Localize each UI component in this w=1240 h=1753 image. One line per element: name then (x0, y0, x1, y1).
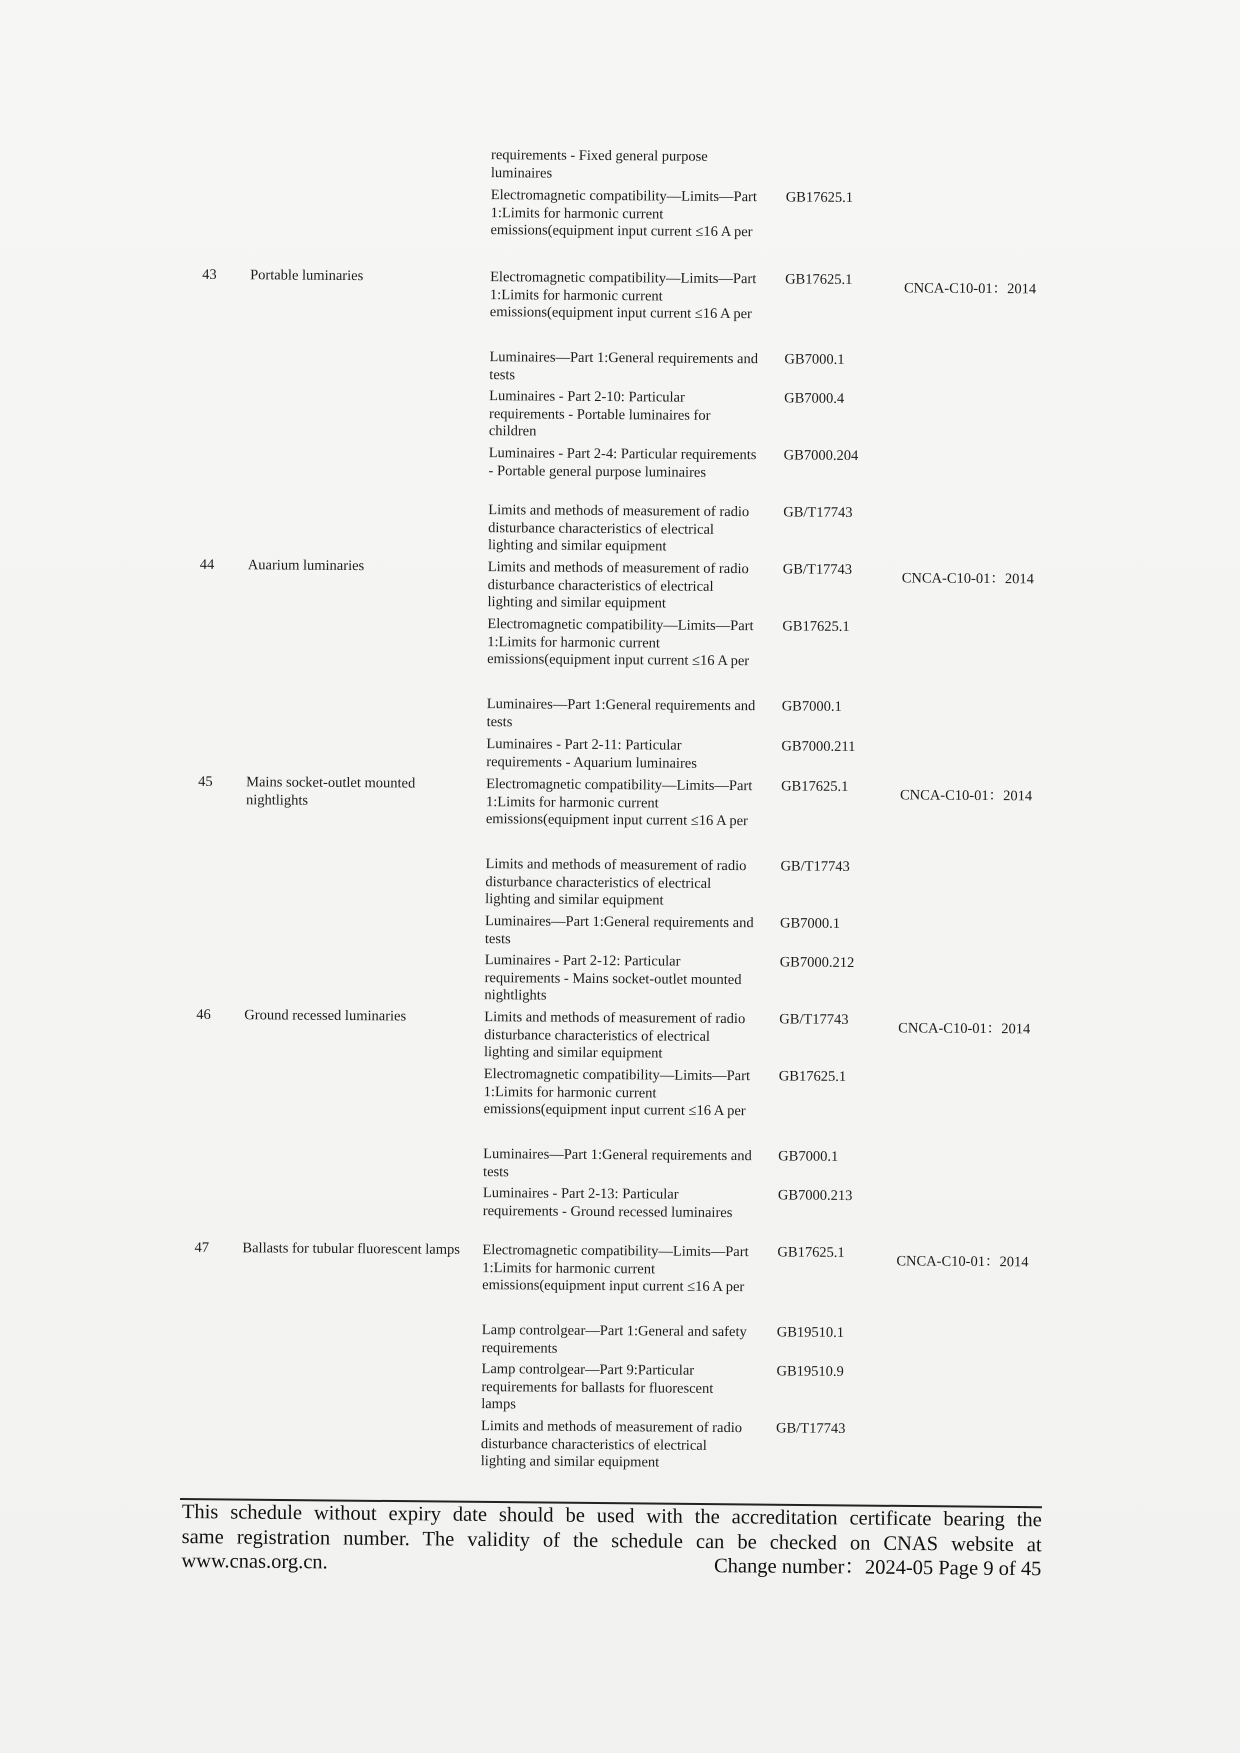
table-row (2, 498, 1240, 555)
standard-title: Luminaires—Part 1:General requirements and tests (486, 696, 756, 730)
standard-title: Electromagnetic compatibility—Limits—Part 1:Limits for harmonic current emissions(equipment input current ≤16 A per (485, 776, 753, 830)
implementation-rule: CNCA-C10-01：2014 (903, 280, 1037, 298)
product-name (246, 854, 466, 856)
implementation-rule (899, 916, 1099, 918)
standard-title: Limits and methods of measurement of radio disturbance characteristics of electrical lighting and similar equipment (480, 1418, 743, 1471)
implementation-rule: CNCA-C10-01：2014 (901, 570, 1034, 588)
footer-line-1: This schedule without expiry date should be used with the accreditation certificate bearing the (181, 1501, 1042, 1532)
implementation-rule (897, 1188, 1097, 1190)
product-name (243, 1144, 463, 1146)
standard-title: Luminaires—Part 1:General requirements and tests (483, 1146, 752, 1180)
product-name: Ballasts for tubular fluorescent lamps (242, 1240, 460, 1258)
standard-code: GB17625.1 (777, 1244, 845, 1261)
product-name (244, 1064, 464, 1066)
standard-code: GB/T17743 (782, 561, 853, 578)
standard-title: Electromagnetic compatibility—Limits—Part 1:Limits for harmonic current emissions(equipment input current ≤16 A per (483, 1066, 751, 1120)
product-name: Mains socket-outlet mounted nightlights (245, 774, 416, 809)
item-number: 46 (196, 1006, 211, 1023)
implementation-rule (896, 1325, 1096, 1327)
standard-code: GB7000.4 (784, 390, 845, 407)
standard-title: Electromagnetic compatibility—Limits—Part 1:Limits for harmonic current emissions(equipment input current ≤16 A per (489, 269, 757, 323)
product-name (251, 185, 471, 187)
product-name: Auarium luminaries (247, 557, 365, 575)
table-row (0, 1181, 1237, 1221)
table-row (0, 948, 1239, 1004)
standard-code: GB17625.1 (785, 271, 853, 288)
implementation-rule (903, 391, 1103, 393)
standard-title: requirements - Fixed general purpose luminaires (490, 147, 708, 182)
standard-title: Lamp controlgear—Part 9:Particular requirements for ballasts for fluorescent lamps (481, 1361, 714, 1413)
table-row (3, 441, 1240, 481)
schedule-footer (181, 1500, 1042, 1582)
standard-code: GB17625.1 (778, 1068, 847, 1085)
implementation-rule (896, 1364, 1096, 1366)
table-row (5, 143, 1240, 182)
standard-code: GB7000.211 (781, 738, 856, 756)
standard-code: GB7000.1 (779, 915, 841, 932)
implementation-rule: CNCA-C10-01：2014 (896, 1253, 1029, 1271)
standard-code: GB/T17743 (783, 504, 853, 521)
product-name: Ground recessed luminaries (244, 1007, 407, 1025)
implementation-rule (902, 505, 1102, 507)
implementation-rule (903, 448, 1103, 450)
standard-title: Lamp controlgear—Part 1:General and safety requirements (481, 1322, 747, 1357)
standard-title: Limits and methods of measurement of radio disturbance characteristics of electrical lighting and similar equipment (483, 1009, 746, 1062)
standard-code: GB17625.1 (785, 189, 854, 206)
table-row (0, 852, 1240, 909)
standard-code: GB/T17743 (776, 1420, 846, 1437)
standard-code: GB17625.1 (781, 778, 849, 795)
standard-title: Luminaires—Part 1:General requirements and tests (489, 349, 759, 383)
implementation-rule (905, 190, 1105, 192)
standard-code: GB7000.1 (781, 698, 842, 715)
product-name (247, 734, 467, 736)
product-name (251, 145, 471, 147)
table-row (0, 1357, 1236, 1413)
standard-code: GB17625.1 (782, 618, 850, 635)
standard-code: GB/T17743 (779, 1011, 849, 1028)
table-row (4, 265, 1240, 323)
standard-title: Luminaires—Part 1:General requirements and tests (484, 913, 754, 947)
item-number: 44 (199, 556, 215, 573)
product-name (249, 386, 469, 388)
item-number: 45 (198, 773, 213, 790)
product-name (245, 911, 465, 913)
standard-title: Luminaires - Part 2-11: Particular requirements - Aquarium luminaires (486, 736, 697, 772)
implementation-rule (900, 739, 1100, 741)
table-row (3, 384, 1240, 440)
standard-title: Limits and methods of measurement of radio disturbance characteristics of electrical lighting and similar equipment (487, 502, 750, 555)
table-row (5, 183, 1240, 241)
standard-code: GB/T17743 (780, 858, 850, 875)
change-number: Change number：2024-05 Page 9 of 45 (713, 1555, 1042, 1581)
table-row (0, 1062, 1238, 1120)
product-name (247, 694, 467, 696)
product-name (247, 614, 467, 616)
table-row (1, 692, 1240, 730)
standard-title: Luminaires - Part 2-4: Particular requirements - Portable general purpose luminaires (488, 445, 757, 481)
table-row (0, 1318, 1236, 1357)
product-name (242, 1359, 462, 1361)
table-row (0, 772, 1240, 830)
table-row (0, 909, 1239, 947)
standard-title: Electromagnetic compatibility—Limits—Part 1:Limits for harmonic current emissions(equipment input current ≤16 A per (482, 1242, 749, 1296)
footer-line-2: same registration number. The validity of the schedule can be checked on CNAS website at (181, 1525, 1042, 1556)
implementation-rule (905, 150, 1105, 152)
standard-title: Electromagnetic compatibility—Limits—Part 1:Limits for harmonic current emissions(equipment input current ≤16 A per (487, 616, 754, 670)
item-number: 43 (202, 266, 217, 283)
standard-title: Limits and methods of measurement of radio disturbance characteristics of electrical lighting and similar equipment (487, 559, 749, 612)
standard-title: Luminaires - Part 2-13: Particular requirements - Ground recessed luminaires (482, 1185, 733, 1221)
standard-code: GB7000.1 (778, 1148, 839, 1165)
standard-code: GB7000.1 (784, 351, 845, 368)
implementation-rule (901, 699, 1101, 701)
product-name: Portable luminaries (250, 267, 364, 285)
implementation-rule: CNCA-C10-01：2014 (899, 787, 1033, 805)
implementation-rule (899, 955, 1099, 957)
table-row (0, 1142, 1237, 1180)
product-name (242, 1320, 462, 1322)
product-name (245, 950, 465, 952)
standard-code: GB7000.213 (777, 1187, 853, 1204)
implementation-rule (895, 1421, 1095, 1423)
table-row (1, 732, 1240, 772)
table-row (1, 612, 1240, 670)
table-row (4, 345, 1240, 383)
table-row (2, 555, 1240, 612)
standard-code (786, 149, 906, 150)
implementation-rule: CNCA-C10-01：2014 (898, 1020, 1031, 1038)
product-name (250, 347, 470, 349)
standard-title: Luminaires - Part 2-12: Particular requirements - Mains socket-outlet mounted nightlights (484, 952, 742, 1004)
table-row (0, 1005, 1238, 1062)
product-name (248, 500, 468, 502)
standard-code: GB7000.212 (779, 954, 855, 972)
standard-code: GB19510.9 (776, 1363, 844, 1380)
table-row (0, 1414, 1235, 1471)
implementation-rule (900, 859, 1100, 861)
product-name (243, 1183, 463, 1185)
item-number: 47 (194, 1239, 210, 1256)
product-name (241, 1416, 461, 1418)
standard-code: GB19510.1 (776, 1324, 845, 1341)
standard-title: Limits and methods of measurement of radio disturbance characteristics of electrical lighting and similar equipment (485, 856, 747, 909)
implementation-rule (901, 619, 1101, 621)
implementation-rule (898, 1069, 1098, 1071)
implementation-rule (897, 1149, 1097, 1151)
standard-title: Electromagnetic compatibility—Limits—Part 1:Limits for harmonic current emissions(equipment input current ≤16 A per (490, 187, 757, 241)
product-name (249, 443, 469, 445)
table-row (0, 1238, 1237, 1296)
implementation-rule (904, 352, 1104, 354)
standard-title: Luminaires - Part 2-10: Particular requirements - Portable luminaires for children (488, 388, 711, 440)
cnas-website-link[interactable]: www.cnas.org.cn. (181, 1549, 328, 1574)
standard-code: GB7000.204 (783, 447, 859, 465)
